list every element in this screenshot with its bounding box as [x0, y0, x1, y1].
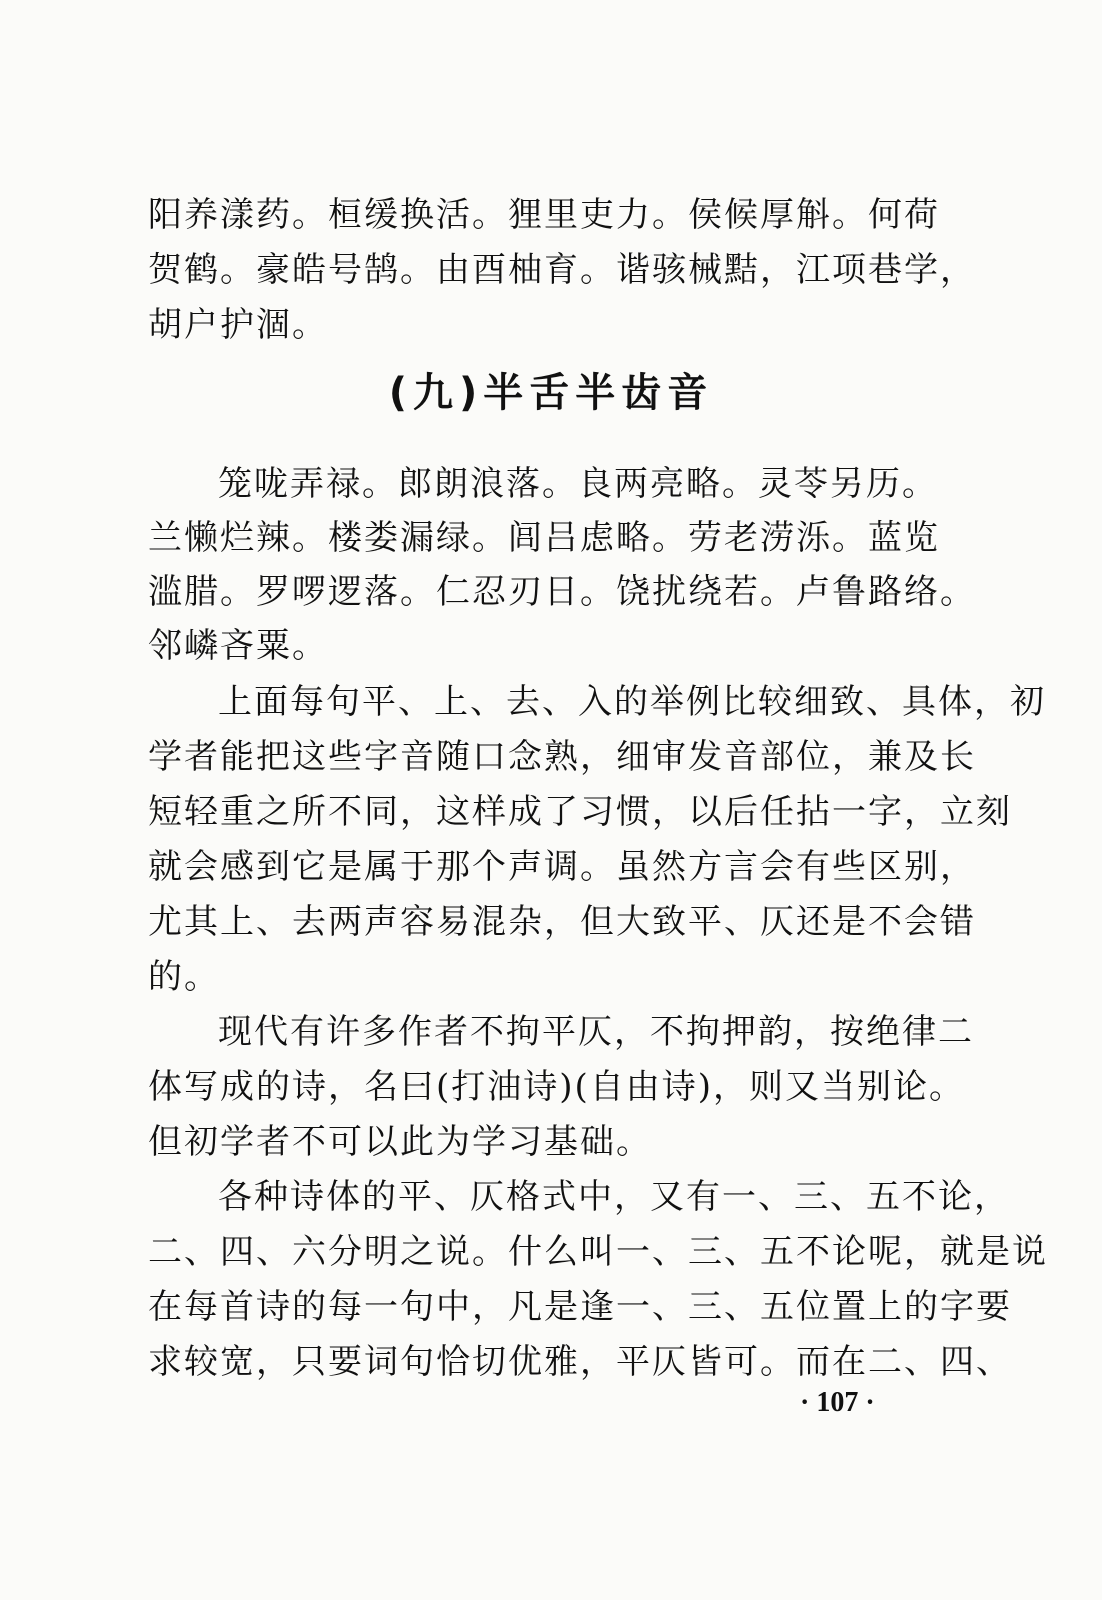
- text-line: 各种诗体的平、仄格式中，又有一、三、五不论，: [218, 1177, 1010, 1217]
- text-line: 的。: [148, 957, 220, 997]
- page-number: · 107 ·: [800, 1387, 875, 1418]
- text-line: 笼咙弄禄。郎朗浪落。良两亮略。灵苓另历。: [218, 464, 938, 504]
- section-heading: (九)半舌半齿音: [388, 370, 714, 416]
- text-line: 阳养漾药。桓缓换活。狸里吏力。侯候厚斛。何荷: [148, 195, 940, 235]
- text-line: 尤其上、去两声容易混杂，但大致平、仄还是不会错: [148, 902, 976, 942]
- text-line: 邻嶙吝粟。: [148, 626, 328, 666]
- text-line: 体写成的诗，名曰(打油诗)(自由诗)，则又当别论。: [148, 1067, 966, 1107]
- text-line: 就会感到它是属于那个声调。虽然方言会有些区别，: [148, 847, 976, 887]
- text-line: 学者能把这些字音随口念熟，细审发音部位，兼及长: [148, 737, 976, 777]
- text-line: 贺鹤。豪皓号鹄。由酉柚育。谐骇械黠，江项巷学，: [148, 250, 976, 290]
- text-line: 上面每句平、上、去、入的举例比较细致、具体，初: [218, 682, 1046, 722]
- text-line: 在每首诗的每一句中，凡是逢一、三、五位置上的字要: [148, 1287, 1012, 1327]
- text-line: 二、四、六分明之说。什么叫一、三、五不论呢，就是说: [148, 1232, 1048, 1272]
- text-line: 滥腊。罗啰逻落。仁忍刃日。饶扰绕若。卢鲁路络。: [148, 572, 976, 612]
- text-line: 兰懒烂辣。楼娄漏绿。闾吕虑略。劳老涝泺。蓝览: [148, 518, 940, 558]
- text-line: 现代有许多作者不拘平仄，不拘押韵，按绝律二: [218, 1012, 974, 1052]
- text-line: 胡户护涸。: [148, 305, 328, 345]
- text-line: 但初学者不可以此为学习基础。: [148, 1122, 652, 1162]
- text-line: 求较宽，只要词句恰切优雅，平仄皆可。而在二、四、: [148, 1342, 1012, 1382]
- text-line: 短轻重之所不同，这样成了习惯，以后任拈一字，立刻: [148, 792, 1012, 832]
